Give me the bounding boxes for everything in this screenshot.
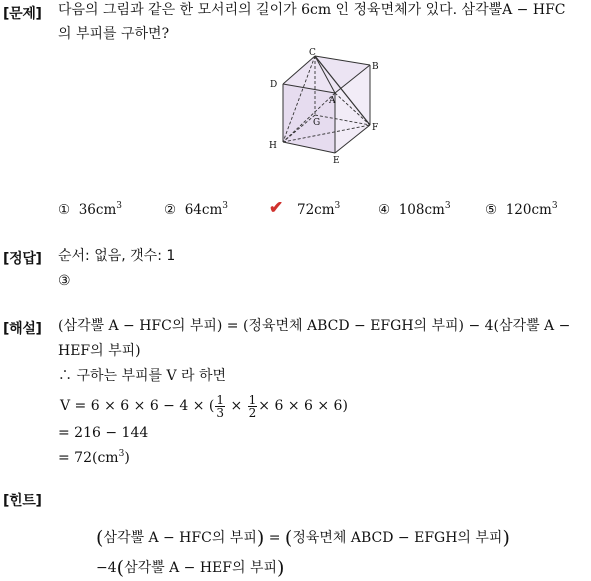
choice-1-value: 36cm <box>78 202 117 218</box>
explanation-line6 <box>58 448 130 468</box>
result-sup: 3 <box>118 449 125 459</box>
question-text-line1: 다음의 그림과 같은 한 모서리의 길이가 6cm 인 정육면체가 있다. 삼각뿔A − HFC <box>58 2 566 18</box>
choice-5-value: 120cm <box>505 202 552 218</box>
paren-open: ( <box>284 527 293 549</box>
cube-figure <box>265 45 385 167</box>
result-b: ) <box>124 450 130 466</box>
explanation-line3: ∴ 구하는 부피를 V 라 하면 <box>58 368 227 384</box>
explanation-formula <box>60 393 348 419</box>
choice-3[interactable] <box>269 198 341 218</box>
choice-3-sup: 3 <box>334 201 341 211</box>
fraction-one-half <box>248 394 258 419</box>
explanation-line5: = 216 − 144 <box>58 425 149 441</box>
frac2-num: 1 <box>248 392 257 407</box>
hint-line2-b: 삼각뿔 A − HEF의 부피 <box>124 560 277 576</box>
paren-open: ( <box>116 557 125 579</box>
explanation-label: [해설] <box>3 321 42 337</box>
fraction-one-third <box>215 394 225 419</box>
hint-line2-a: −4 <box>96 560 117 576</box>
vertex-label-d: D <box>270 80 278 90</box>
choice-5[interactable] <box>485 202 558 218</box>
choice-2[interactable] <box>164 202 228 218</box>
vertex-label-h: H <box>269 141 277 151</box>
hint-line1-a: 삼각뿔 A − HFC의 부피 <box>103 530 257 546</box>
result-a: = 72(cm <box>58 450 119 466</box>
frac1-num: 1 <box>216 392 224 407</box>
choice-4-sup: 3 <box>444 201 451 211</box>
hint-line1-eq: = <box>264 530 285 546</box>
hint-line1-b: 정육면체 ABCD − EFGH의 부피 <box>292 530 503 546</box>
explanation-line2: HEF의 부피) <box>58 343 141 359</box>
vertex-label-a: A <box>329 96 336 106</box>
explanation-line1: (삼각뿔 A − HFC의 부피) = (정육면체 ABCD − EFGH의 부피) − 4(삼각뿔 A − <box>58 318 571 334</box>
paren-close: ) <box>277 557 285 579</box>
choice-4[interactable] <box>378 202 451 218</box>
choice-1-marker: ① <box>58 202 71 218</box>
vertex-label-c: C <box>309 48 316 58</box>
vertex-label-g: G <box>313 118 321 128</box>
cube-front-face <box>283 84 335 153</box>
answer-value: ③ <box>58 273 71 289</box>
paren-close: ) <box>256 527 265 549</box>
vertex-label-b: B <box>372 62 379 72</box>
formula-part-a: V = 6 × 6 × 6 − 4 × ( <box>60 398 215 414</box>
answer-meta: 순서: 없음, 갯수: 1 <box>58 248 176 264</box>
paren-open: ( <box>96 527 104 549</box>
answer-label: [정답] <box>3 251 42 267</box>
choice-4-value: 108cm <box>398 202 445 218</box>
choice-2-marker: ② <box>164 202 177 218</box>
hint-line1 <box>96 528 510 548</box>
choice-1[interactable] <box>58 202 122 218</box>
question-label: [문제] <box>3 6 42 22</box>
choice-5-sup: 3 <box>551 201 558 211</box>
answer-choices <box>58 198 588 222</box>
formula-times: × <box>230 398 243 414</box>
question-text-line2: 의 부피를 구하면? <box>58 26 170 42</box>
frac2-den: 2 <box>248 405 257 420</box>
check-mark-icon: ✔ <box>269 198 284 218</box>
paren-close: ) <box>502 527 510 549</box>
formula-part-b: × 6 × 6 × 6) <box>258 398 348 414</box>
choice-5-marker: ⑤ <box>485 202 498 218</box>
choice-2-value: 64cm <box>184 202 223 218</box>
hint-label: [힌트] <box>3 493 42 509</box>
choice-4-marker: ④ <box>378 202 391 218</box>
vertex-label-e: E <box>333 156 340 166</box>
choice-3-value: 72cm <box>297 202 335 218</box>
vertex-label-f: F <box>372 123 379 133</box>
choice-1-sup: 3 <box>116 201 122 211</box>
hint-line2 <box>96 558 284 578</box>
frac1-den: 3 <box>216 405 224 420</box>
choice-2-sup: 3 <box>222 201 228 211</box>
